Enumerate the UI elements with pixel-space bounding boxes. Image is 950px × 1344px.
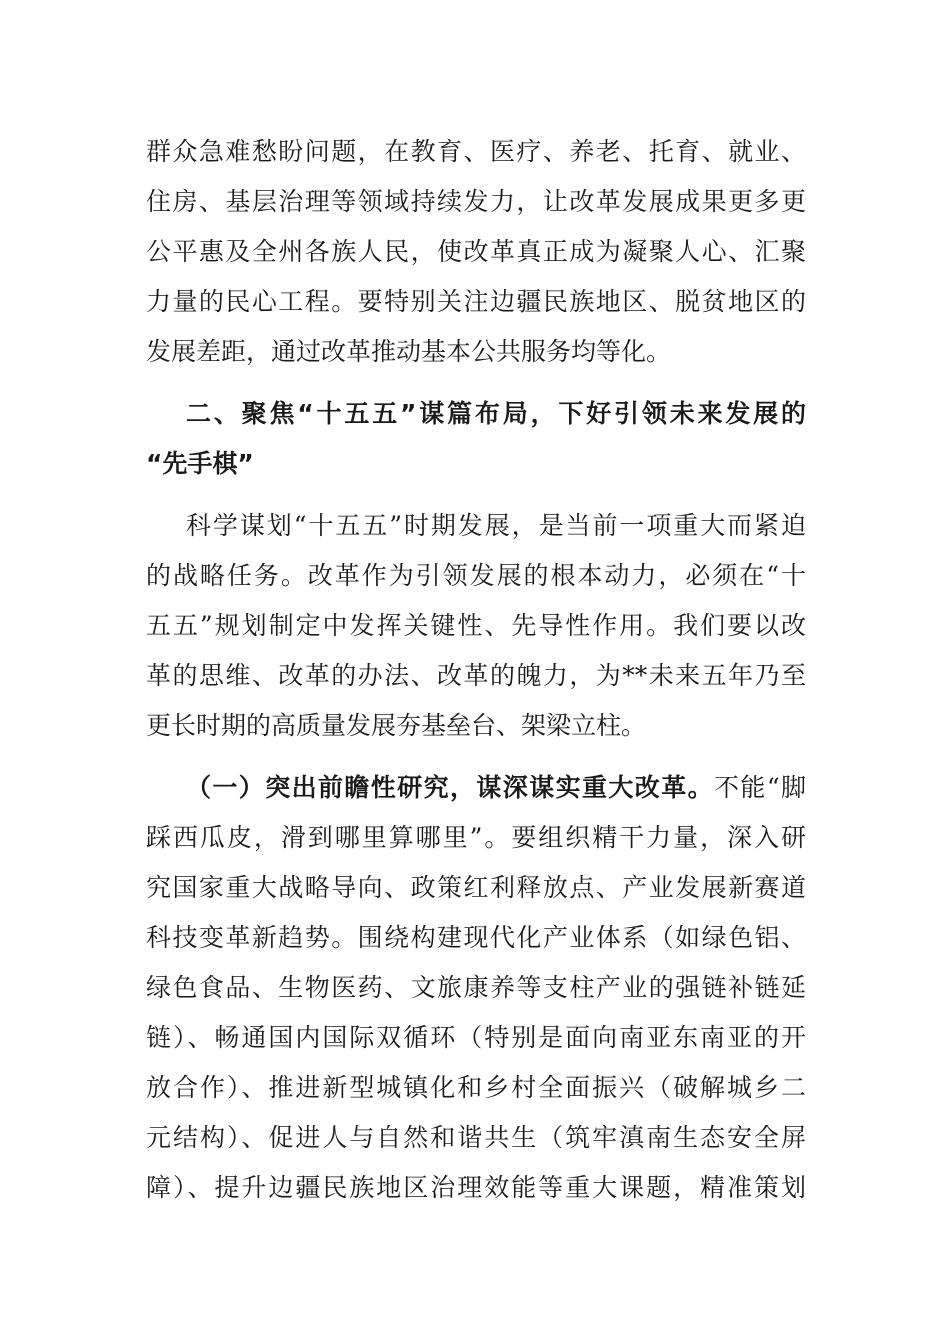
- paragraph-line: 科技变革新趋势。围绕构建现代化产业体系（如绿色铝、: [146, 923, 806, 952]
- paragraph-line: 链）、畅通国内国际双循环（特别是面向南亚东南亚的开: [146, 1023, 806, 1052]
- paragraph-line: 踩西瓜皮，滑到哪里算哪里”。要组织精干力量，深入研: [146, 823, 806, 852]
- paragraph-line: 五五”规划制定中发挥关键性、先导性作用。我们要以改: [146, 611, 806, 640]
- paragraph-line: 科学谋划“十五五”时期发展，是当前一项重大而紧迫: [186, 511, 806, 540]
- section-heading: 二、聚焦“十五五”谋篇布局，下好引领未来发展的: [186, 399, 806, 428]
- paragraph-line: 发展差距，通过改革推动基本公共服务均等化。: [146, 337, 672, 366]
- paragraph-line: 住房、基层治理等领域持续发力，让改革发展成果更多更: [146, 187, 806, 216]
- paragraph-line: [186, 773, 806, 803]
- section-heading: “先手棋”: [146, 449, 254, 478]
- paragraph-line: 力量的民心工程。要特别关注边疆民族地区、脱贫地区的: [146, 287, 806, 316]
- paragraph-line: 的战略任务。改革作为引领发展的根本动力，必须在“十: [146, 561, 806, 590]
- paragraph-line: 元结构）、促进人与自然和谐共生（筑牢滇南生态安全屏: [146, 1123, 806, 1152]
- paragraph-line: 公平惠及全州各族人民，使改革真正成为凝聚人心、汇聚: [146, 237, 806, 266]
- paragraph-line: 群众急难愁盼问题，在教育、医疗、养老、托育、就业、: [146, 137, 806, 166]
- paragraph-line: 革的思维、改革的办法、改革的魄力，为**未来五年乃至: [146, 661, 806, 690]
- paragraph-text: 不能“脚: [714, 773, 806, 802]
- paragraph-line: 绿色食品、生物医药、文旅康养等支柱产业的强链补链延: [146, 973, 806, 1002]
- paragraph-line: 更长时期的高质量发展夯基垒台、架梁立柱。: [146, 711, 647, 740]
- subsection-lead: （一）突出前瞻性研究，谋深谋实重大改革。: [186, 773, 715, 802]
- paragraph-line: 放合作）、推进新型城镇化和乡村全面振兴（破解城乡二: [146, 1073, 806, 1102]
- paragraph-line: 障）、提升边疆民族地区治理效能等重大课题，精准策划: [146, 1173, 806, 1202]
- paragraph-line: 究国家重大战略导向、政策红利释放点、产业发展新赛道: [146, 873, 806, 902]
